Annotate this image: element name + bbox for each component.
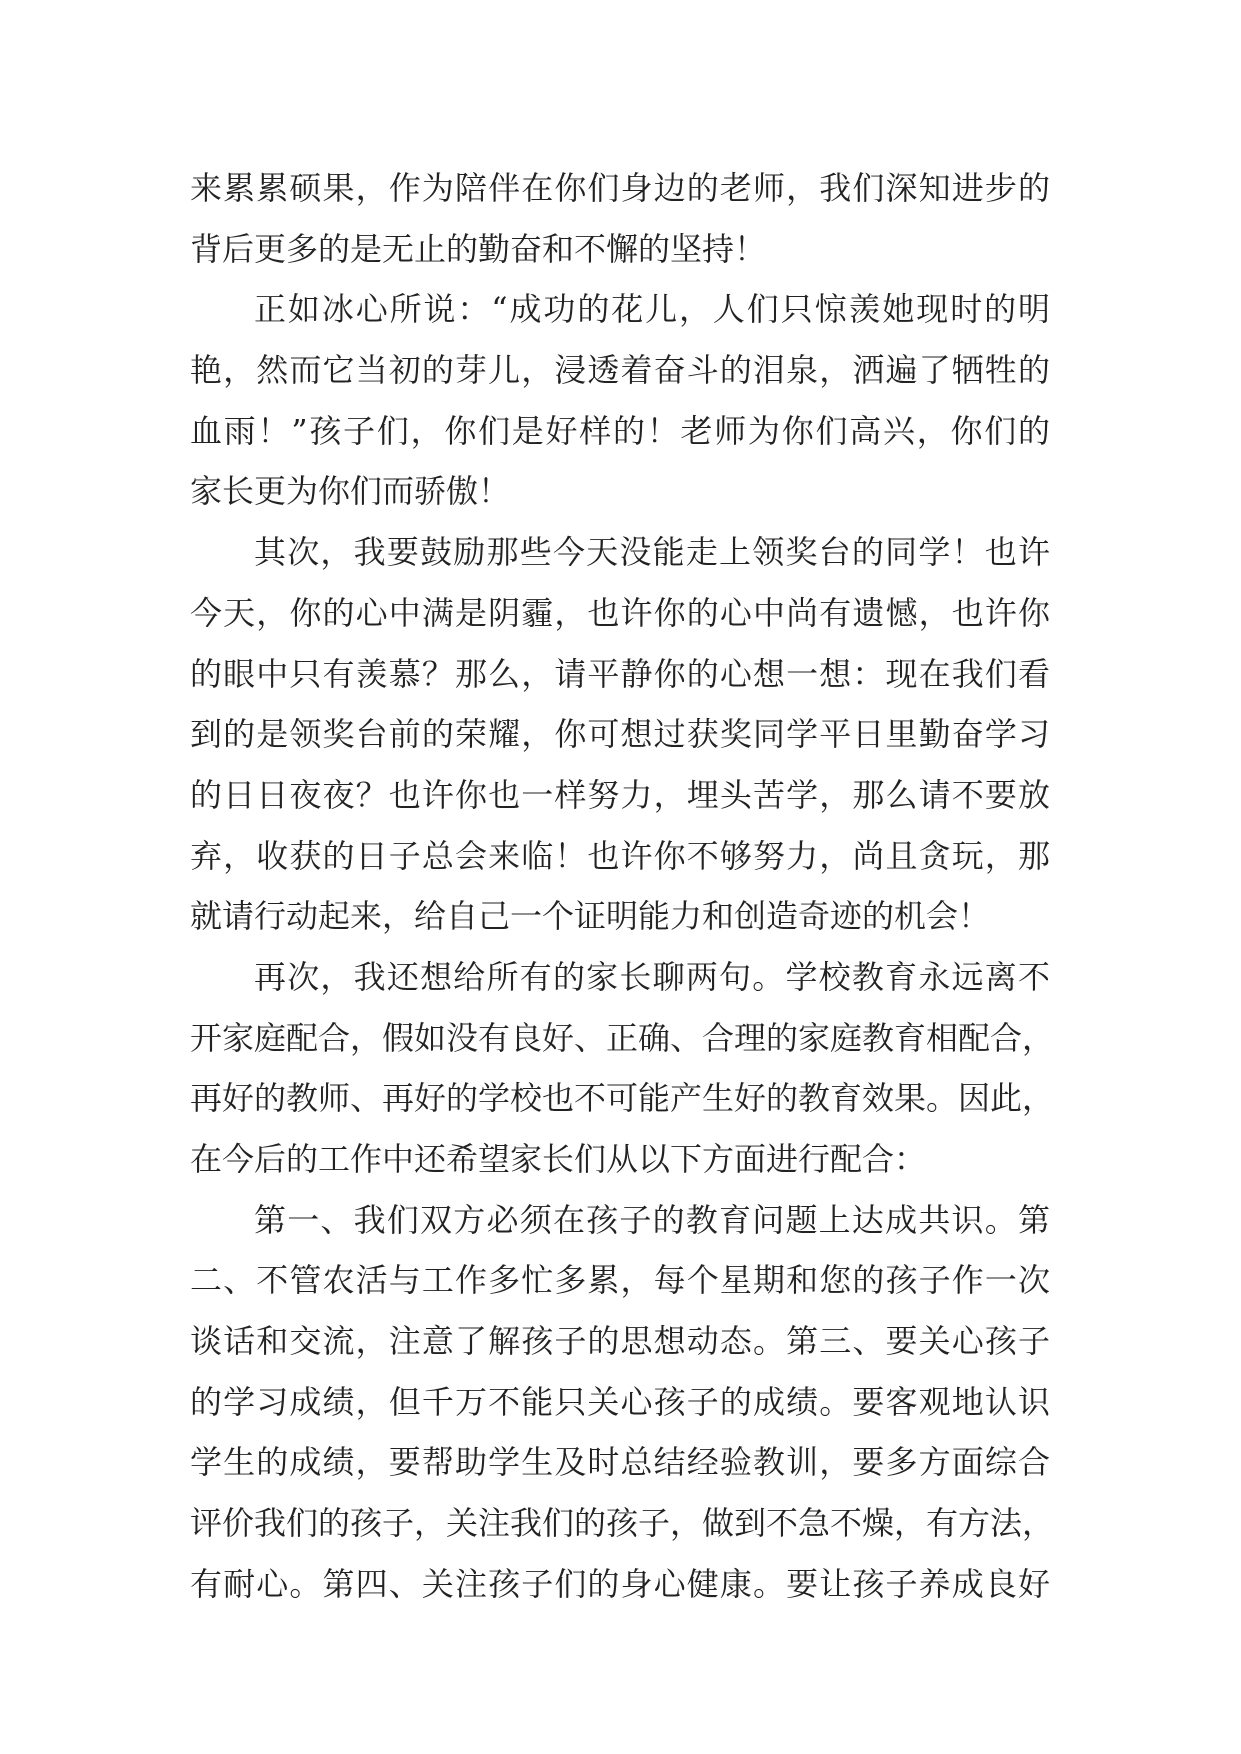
text-line: 就请行动起来，给自己一个证明能力和创造奇迹的机会！ (190, 897, 991, 936)
text-line: 学生的成绩，要帮助学生及时总结经验教训，要多方面综合 (190, 1443, 1050, 1482)
text-line: 血雨！”孩子们，你们是好样的！老师为你们高兴，你们的 (190, 411, 1050, 450)
text-line: 今天，你的心中满是阴霾，也许你的心中尚有遗憾，也许你 (190, 593, 1050, 632)
paragraph-first-line: 再次，我还想给所有的家长聊两句。学校教育永远离不 (254, 957, 1050, 996)
text-line: 再好的教师、再好的学校也不可能产生好的教育效果。因此， (190, 1079, 1055, 1118)
text-line: 来累累硕果，作为陪伴在你们身边的老师，我们深知进步的 (190, 169, 1050, 207)
text-line: 在今后的工作中还希望家长们从以下方面进行配合： (190, 1140, 927, 1178)
text-line: 到的是领奖台前的荣耀，你可想过获奖同学平日里勤奋学习 (190, 715, 1050, 754)
text-line: 谈话和交流，注意了解孩子的思想动态。第三、要关心孩子 (190, 1322, 1050, 1361)
paragraph-first-line: 正如冰心所说：“成功的花儿，人们只惊羡她现时的明 (254, 290, 1050, 329)
paragraph-first-line: 第一、我们双方必须在孩子的教育问题上达成共识。第 (254, 1200, 1050, 1239)
text-line: 的学习成绩，但千万不能只关心孩子的成绩。要客观地认识 (190, 1382, 1050, 1421)
paragraph-first-line: 其次，我要鼓励那些今天没能走上领奖台的同学！也许 (254, 533, 1050, 572)
text-line: 二、不管农活与工作多忙多累，每个星期和您的孩子作一次 (190, 1261, 1050, 1300)
text-line: 艳，然而它当初的芽儿，浸透着奋斗的泪泉，洒遍了牺牲的 (190, 351, 1050, 390)
text-line: 的日日夜夜？也许你也一样努力，埋头苦学，那么请不要放 (190, 775, 1050, 814)
text-line: 开家庭配合，假如没有良好、正确、合理的家庭教育相配合， (190, 1018, 1055, 1057)
text-line: 弃，收获的日子总会来临！也许你不够努力，尚且贪玩，那 (190, 836, 1050, 875)
text-line: 的眼中只有羡慕？那么，请平静你的心想一想：现在我们看 (190, 654, 1050, 693)
text-line: 背后更多的是无止的勤奋和不懈的坚持！ (190, 229, 767, 268)
document-body (190, 158, 1055, 1615)
text-line: 评价我们的孩子，关注我们的孩子，做到不急不燥，有方法， (190, 1504, 1055, 1543)
text-line: 家长更为你们而骄傲！ (190, 472, 511, 511)
text-line: 有耐心。第四、关注孩子们的身心健康。要让孩子养成良好 (190, 1564, 1050, 1603)
